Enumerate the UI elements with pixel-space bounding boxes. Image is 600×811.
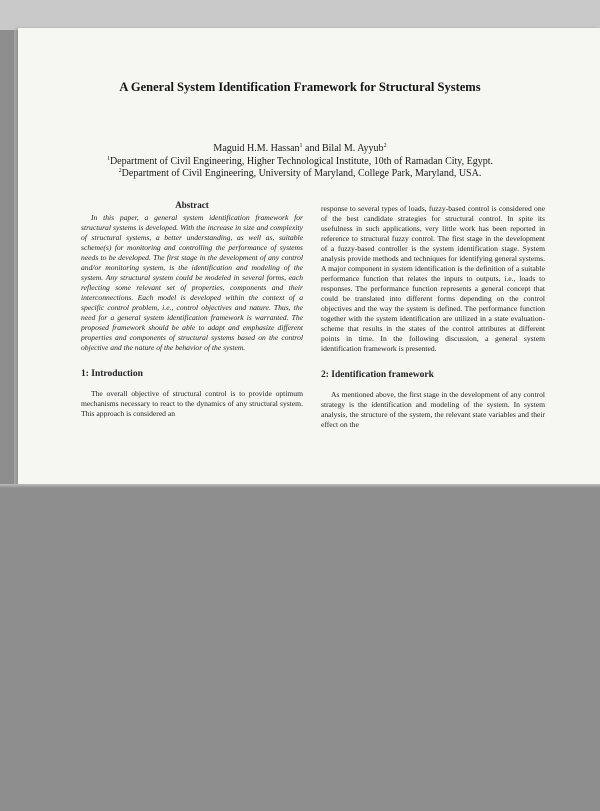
affiliation-2-text: Department of Civil Engineering, University of Maryland, College Park, Maryland, USA. (121, 168, 482, 179)
abstract-heading: Abstract (175, 200, 209, 210)
author-2-mark: 2 (383, 143, 387, 149)
author-line (0, 143, 600, 154)
author-1: Maguid H.M. Hassan (213, 143, 300, 154)
author-2: and Bilal M. Ayyub (302, 143, 384, 154)
paper-title: A General System Identification Framework for Structural Systems (119, 80, 481, 94)
affiliation-2 (0, 168, 600, 179)
right-column (321, 204, 545, 430)
framework-text: As mentioned above, the first stage in the development of any control strategy is the identification and modeling of the system. In system analysis, the structure of the system, the relevant state variables and their effect on the (321, 390, 545, 429)
affiliation-2-mark: 2 (118, 168, 122, 174)
affiliation-1-text: Department of Civil Engineering, Higher Technological Institute, 10th of Ramadan City, Egypt. (109, 156, 494, 167)
right-paragraph-1: response to several types of loads, fuzzy-based control is considered one of the best candidate strategies for structural control. In spite its usefulness in such applications, very little work has been reported in reference to structural fuzzy control. The first stage in the development of a fuzzy-based controller is the system identification stage. System analysis provide methods and techniques for identifying general systems. A major component in system identification is the definition of a suitable performance function that relates the inputs to outputs, i.e., loads to responses. The performance function represents a general concept that could be translated into different forms depending on the control objectives and the way the system is defined. The performance function together with the system identification are utilized in a state evaluation-scheme that results in the states of the control attributes at different points in time. In the following discussion, a general system identification framework is presented. (321, 204, 545, 353)
scan-margin (0, 0, 600, 30)
affiliation-1 (0, 156, 600, 167)
author-1-mark: 1 (299, 143, 303, 149)
left-column (81, 200, 303, 419)
framework-heading: 2: Identification framework (321, 370, 434, 380)
introduction-text: The overall objective of structural control is to provide optimum mechanisms necessary to react to the dynamics of any structural system. This approach is considered an (81, 389, 303, 418)
abstract-text: In this paper, a general system identification framework for structural systems is developed. With the increase in size and complexity of structural systems, a better understanding, as well as, suitable scheme(s) for monitoring and controlling the performance of systems needs to be developed. The first stage in the development of any control and/or monitoring system, is the identification and modeling of the system. Any structural system could be modeled in several forms, each reflecting some relevant set of properties, components and their interconnections. Each model is developed within the context of a specific control problem, i.e., control objectives and nature. Thus, the need for a general system identification framework is warranted. The proposed framework should be able to adapt and emphasize different properties and components of structural systems based on the control objective and the nature of the behavior of the system. (81, 213, 303, 352)
affiliation-1-mark: 1 (106, 156, 110, 162)
page-cutoff-shadow (0, 484, 600, 488)
introduction-heading: 1: Introduction (81, 369, 143, 379)
